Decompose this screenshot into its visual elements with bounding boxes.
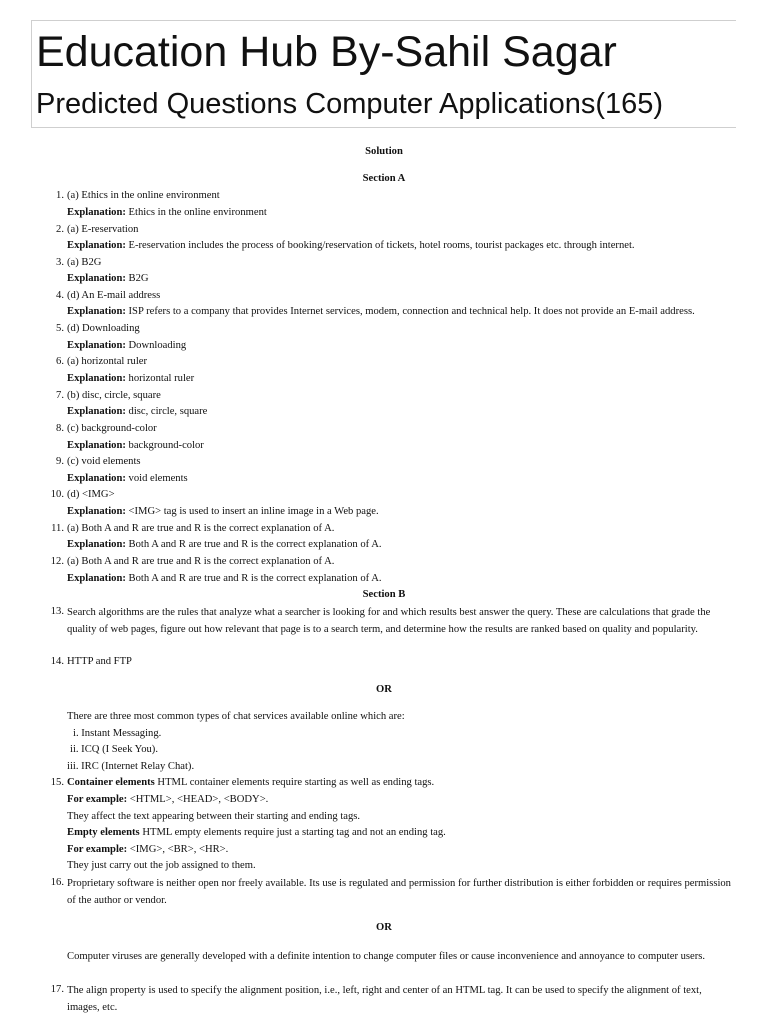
container-elements-label: Container elements (67, 777, 155, 788)
explanation-label: Explanation: (67, 340, 126, 351)
section-a-heading: Section A (362, 173, 406, 184)
answer: (d) <IMG> (67, 489, 115, 500)
alternate-intro: There are three most common types of chat services available online which are: (67, 711, 405, 722)
explanation-text: horizontal ruler (128, 373, 195, 384)
question-number: 10. (50, 489, 64, 500)
empty-note: They just carry out the job assigned to them. (67, 860, 256, 871)
explanation (67, 440, 204, 451)
explanation-label: Explanation: (67, 373, 126, 384)
explanation (67, 340, 186, 351)
question-number: 11. (51, 523, 64, 534)
question-number: 15. (50, 777, 64, 788)
explanation-text: <IMG> tag is used to insert an inline image in a Web page. (128, 506, 379, 517)
explanation-label: Explanation: (67, 240, 126, 251)
explanation (67, 473, 188, 484)
solution-heading: Solution (365, 146, 403, 157)
example-text: <IMG>, <BR>, <HR>. (127, 844, 229, 855)
explanation (67, 273, 149, 284)
explanation-label: Explanation: (67, 406, 126, 417)
answer: (a) Both A and R are true and R is the correct explanation of A. (67, 556, 335, 567)
answer: (a) E-reservation (67, 224, 139, 235)
explanation (67, 306, 695, 317)
answer-paragraph: The align property is used to specify the alignment position, i.e., left, right and center of an HTML tag. It can be used to specify the alignment of text, images, etc. (67, 985, 702, 1013)
example-label: For example: (67, 794, 128, 805)
explanation-text: ISP refers to a company that provides Internet services, modem, connection and technical help. It does not provide an E-mail address. (128, 306, 695, 317)
answer: (c) background-color (67, 423, 157, 434)
list-item: ii. ICQ (I Seek You). (70, 744, 158, 755)
container-elements-line (67, 777, 434, 788)
question-number: 4. (56, 290, 64, 301)
explanation-text: background-color (128, 440, 204, 451)
explanation-label: Explanation: (67, 207, 126, 218)
container-example-line (67, 794, 268, 805)
question-number: 12. (50, 556, 64, 567)
answer-paragraph: Proprietary software is neither open nor freely available. Its use is regulated and permission for further distribution is either forbidden or requires permission of the author or vendor. (67, 878, 731, 906)
explanation-text: B2G (128, 273, 149, 284)
or-divider: OR (376, 922, 392, 933)
explanation (67, 539, 382, 550)
explanation-text: E-reservation includes the process of booking/reservation of tickets, hotel rooms, tourist packages etc. through internet. (128, 240, 635, 251)
question-number: 17. (50, 984, 64, 995)
question-number: 6. (56, 356, 64, 367)
explanation-label: Explanation: (67, 506, 126, 517)
explanation (67, 506, 379, 517)
header-subtitle: Predicted Questions Computer Applications(165) (36, 88, 664, 120)
answer: (d) Downloading (67, 323, 140, 334)
example-text: <HTML>, <HEAD>, <BODY>. (127, 794, 269, 805)
example-label: For example: (67, 844, 128, 855)
list-item: iii. IRC (Internet Relay Chat). (67, 761, 195, 772)
section-b-heading: Section B (362, 589, 406, 600)
answer: (d) An E-mail address (67, 290, 161, 301)
explanation (67, 240, 635, 251)
empty-elements-line (67, 827, 446, 838)
explanation-label: Explanation: (67, 539, 126, 550)
explanation-text: Both A and R are true and R is the correct explanation of A. (128, 539, 382, 550)
answer: HTTP and FTP (67, 656, 132, 667)
answer: (b) disc, circle, square (67, 390, 161, 401)
empty-elements-label: Empty elements (67, 827, 140, 838)
question-number: 16. (50, 877, 64, 888)
answer: (c) void elements (67, 456, 141, 467)
list-item: i. Instant Messaging. (73, 728, 162, 739)
question-number: 9. (56, 456, 64, 467)
explanation (67, 573, 382, 584)
explanation-label: Explanation: (67, 473, 126, 484)
alternate-paragraph: Computer viruses are generally developed with a definite intention to change computer files or cause inconvenience and annoyance to computer users. (67, 951, 706, 962)
explanation-label: Explanation: (67, 306, 126, 317)
question-number: 8. (56, 423, 64, 434)
question-number: 14. (50, 656, 64, 667)
explanation (67, 373, 194, 384)
question-number: 5. (56, 323, 64, 334)
explanation-label: Explanation: (67, 273, 126, 284)
container-elements-text: HTML container elements require starting as well as ending tags. (154, 777, 435, 788)
explanation (67, 406, 207, 417)
explanation-label: Explanation: (67, 573, 126, 584)
question-number: 3. (56, 257, 64, 268)
question-number: 7. (56, 390, 64, 401)
header-title: Education Hub By-Sahil Sagar (36, 28, 617, 76)
question-number: 2. (56, 224, 64, 235)
explanation-text: void elements (128, 473, 188, 484)
container-note: They affect the text appearing between their starting and ending tags. (67, 811, 361, 822)
question-number: 1. (56, 190, 64, 201)
explanation-label: Explanation: (67, 440, 126, 451)
explanation (67, 207, 267, 218)
answer-paragraph: Search algorithms are the rules that analyze what a searcher is looking for and which results best answer the query. These are calculations that grade the quality of web pages, figure out how relevant that page is to a search term, and determine how the results are ranked based on quality and popularity. (67, 607, 711, 635)
or-divider: OR (376, 684, 392, 695)
answer: (a) Both A and R are true and R is the correct explanation of A. (67, 523, 335, 534)
explanation-text: Both A and R are true and R is the correct explanation of A. (128, 573, 382, 584)
explanation-text: disc, circle, square (128, 406, 208, 417)
empty-elements-text: HTML empty elements require just a starting tag and not an ending tag. (139, 827, 446, 838)
answer: (a) Ethics in the online environment (67, 190, 220, 201)
answer: (a) B2G (67, 257, 102, 268)
empty-example-line (67, 844, 228, 855)
question-number: 13. (50, 606, 64, 617)
answer: (a) horizontal ruler (67, 356, 148, 367)
explanation-text: Downloading (128, 340, 187, 351)
explanation-text: Ethics in the online environment (128, 207, 267, 218)
